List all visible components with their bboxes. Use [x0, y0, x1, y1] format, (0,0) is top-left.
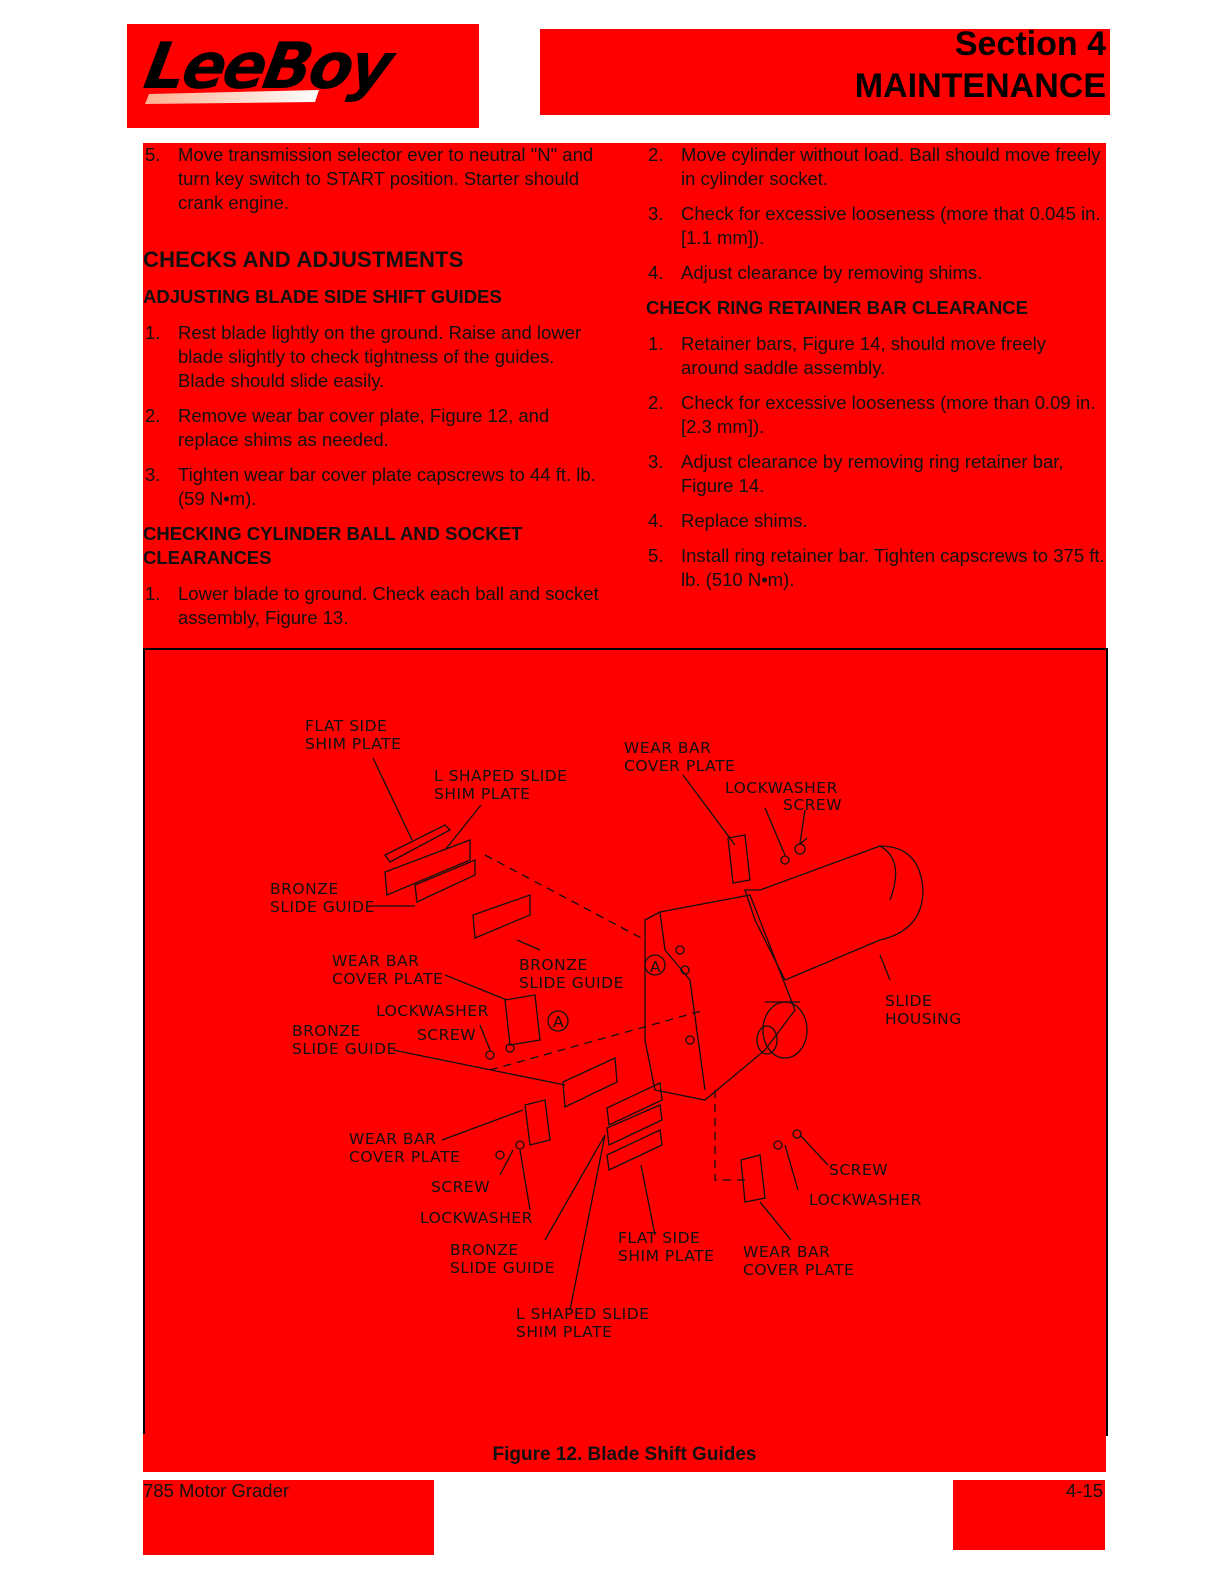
list-item [143, 404, 603, 452]
label-l-shaped-shim-2-b: SHIM PLATE [516, 1323, 613, 1341]
label-bronze-guide-2: BRONZE [519, 956, 588, 974]
figure-12 [143, 648, 1108, 1436]
item-number: 3. [145, 464, 161, 485]
item-text: Move transmission selector ever to neutral "N" and turn key switch to START position. Starter should crank engine. [178, 144, 594, 213]
label-screw-2: SCREW [417, 1026, 477, 1044]
section-title: CHECKS AND ADJUSTMENTS [143, 247, 464, 272]
label-slide-housing: SLIDE [885, 992, 933, 1010]
item-text: Rest blade lightly on the ground. Raise and lower blade slightly to check tightness of the guides. Blade should slide easily. [178, 322, 582, 391]
label-bronze-guide-3-b: SLIDE GUIDE [292, 1040, 397, 1058]
label-bronze-guide-1-b: SLIDE GUIDE [270, 898, 375, 916]
item-text: Move cylinder without load. Ball should move freely in cylinder socket. [681, 144, 1101, 189]
item-text: Check for excessive looseness (more that 0.045 in. [1.1 mm]). [681, 203, 1101, 248]
label-wear-bar-cover-1-b: COVER PLATE [624, 757, 736, 775]
footer-left [143, 1480, 434, 1555]
label-wear-bar-cover-2-b: COVER PLATE [332, 970, 444, 988]
leeboy-logo-graphic [127, 24, 479, 128]
list-item [646, 509, 1106, 533]
label-lockwasher-4: LOCKWASHER [809, 1191, 922, 1209]
caption-text: Figure 12. Blade Shift Guides [492, 1444, 757, 1465]
item-number: 5. [648, 545, 664, 566]
body-text-area [143, 143, 1106, 649]
footer-right [953, 1480, 1105, 1550]
item-number: 3. [648, 451, 664, 472]
item-number: 4. [648, 262, 664, 283]
item-text: Lower blade to ground. Check each ball and socket assembly, Figure 13. [178, 583, 599, 628]
item-text: Install ring retainer bar. Tighten capscrews to 375 ft. lb. (510 N•m). [681, 545, 1105, 590]
right-column [646, 143, 1106, 603]
figure-caption [143, 1434, 1106, 1472]
item-number: 1. [145, 322, 161, 343]
page-number: 4-15 [1065, 1480, 1103, 1501]
label-flat-side-shim-2-b: SHIM PLATE [618, 1247, 715, 1265]
label-wear-bar-cover-4-b: COVER PLATE [743, 1261, 855, 1279]
label-wear-bar-cover-3: WEAR BAR [349, 1130, 437, 1148]
list-item [646, 332, 1106, 380]
list-item [143, 582, 603, 630]
item-number: 2. [145, 405, 161, 426]
item-number: 4. [648, 510, 664, 531]
section-number: Section 4 [954, 25, 1106, 63]
item-text: Adjust clearance by removing shims. [681, 262, 983, 283]
label-bronze-guide-1: BRONZE [270, 880, 339, 898]
subsection-title: CHECKING CYLINDER BALL AND SOCKET CLEARANCES [143, 523, 523, 568]
list-item [646, 202, 1106, 250]
callout-a-2: A [553, 1013, 565, 1031]
label-screw-1: SCREW [783, 796, 843, 814]
left-column [143, 143, 603, 641]
chapter-title: MAINTENANCE [854, 67, 1106, 105]
label-flat-side-shim-2: FLAT SIDE [618, 1229, 701, 1247]
label-l-shaped-shim-1: L SHAPED SLIDE [434, 767, 568, 785]
item-number: 1. [145, 583, 161, 604]
item-text: Retainer bars, Figure 14, should move freely around saddle assembly. [681, 333, 1047, 378]
list-item [646, 261, 1106, 285]
item-number: 3. [648, 203, 664, 224]
label-wear-bar-cover-2: WEAR BAR [332, 952, 420, 970]
label-lockwasher-3: LOCKWASHER [420, 1209, 533, 1227]
item-text: Replace shims. [681, 510, 808, 531]
item-text: Check for excessive looseness (more than 0.09 in. [2.3 mm]). [681, 392, 1096, 437]
item-number: 5. [145, 144, 161, 165]
list-item [646, 391, 1106, 439]
label-lockwasher-1: LOCKWASHER [725, 779, 838, 797]
item-text: Remove wear bar cover plate, Figure 12, and replace shims as needed. [178, 405, 550, 450]
item-number: 2. [648, 144, 664, 165]
item-text: Tighten wear bar cover plate capscrews to 44 ft. lb. (59 N•m). [178, 464, 596, 509]
label-wear-bar-cover-4: WEAR BAR [743, 1243, 831, 1261]
label-wear-bar-cover-3-b: COVER PLATE [349, 1148, 461, 1166]
footer-product: 785 Motor Grader [143, 1480, 290, 1501]
list-item [646, 544, 1106, 592]
label-flat-side-shim-1: FLAT SIDE [305, 717, 388, 735]
label-flat-side-shim-1-b: SHIM PLATE [305, 735, 402, 753]
label-slide-housing-b: HOUSING [885, 1010, 962, 1028]
label-screw-4: SCREW [829, 1161, 889, 1179]
item-number: 1. [648, 333, 664, 354]
subsection-title: CHECK RING RETAINER BAR CLEARANCE [646, 297, 1028, 318]
item-text: Adjust clearance by removing ring retainer bar, Figure 14. [681, 451, 1064, 496]
callout-a-1: A [650, 958, 662, 976]
label-l-shaped-shim-2: L SHAPED SLIDE [516, 1305, 650, 1323]
label-bronze-guide-4-b: SLIDE GUIDE [450, 1259, 555, 1277]
subsection-title: ADJUSTING BLADE SIDE SHIFT GUIDES [143, 286, 502, 307]
label-bronze-guide-4: BRONZE [450, 1241, 519, 1259]
label-wear-bar-cover-1: WEAR BAR [624, 739, 712, 757]
section-header [540, 25, 1110, 115]
list-item [646, 143, 1106, 191]
label-bronze-guide-3: BRONZE [292, 1022, 361, 1040]
list-item [646, 450, 1106, 498]
label-screw-3: SCREW [431, 1178, 491, 1196]
blade-shift-guides-diagram [145, 650, 1106, 1434]
label-l-shaped-shim-1-b: SHIM PLATE [434, 785, 531, 803]
list-item [143, 463, 603, 511]
list-item [143, 321, 603, 393]
list-item [143, 143, 603, 215]
logo-text: LeeBoy [138, 29, 397, 104]
logo [127, 24, 479, 128]
label-lockwasher-2: LOCKWASHER [376, 1002, 489, 1020]
item-number: 2. [648, 392, 664, 413]
label-bronze-guide-2-b: SLIDE GUIDE [519, 974, 624, 992]
